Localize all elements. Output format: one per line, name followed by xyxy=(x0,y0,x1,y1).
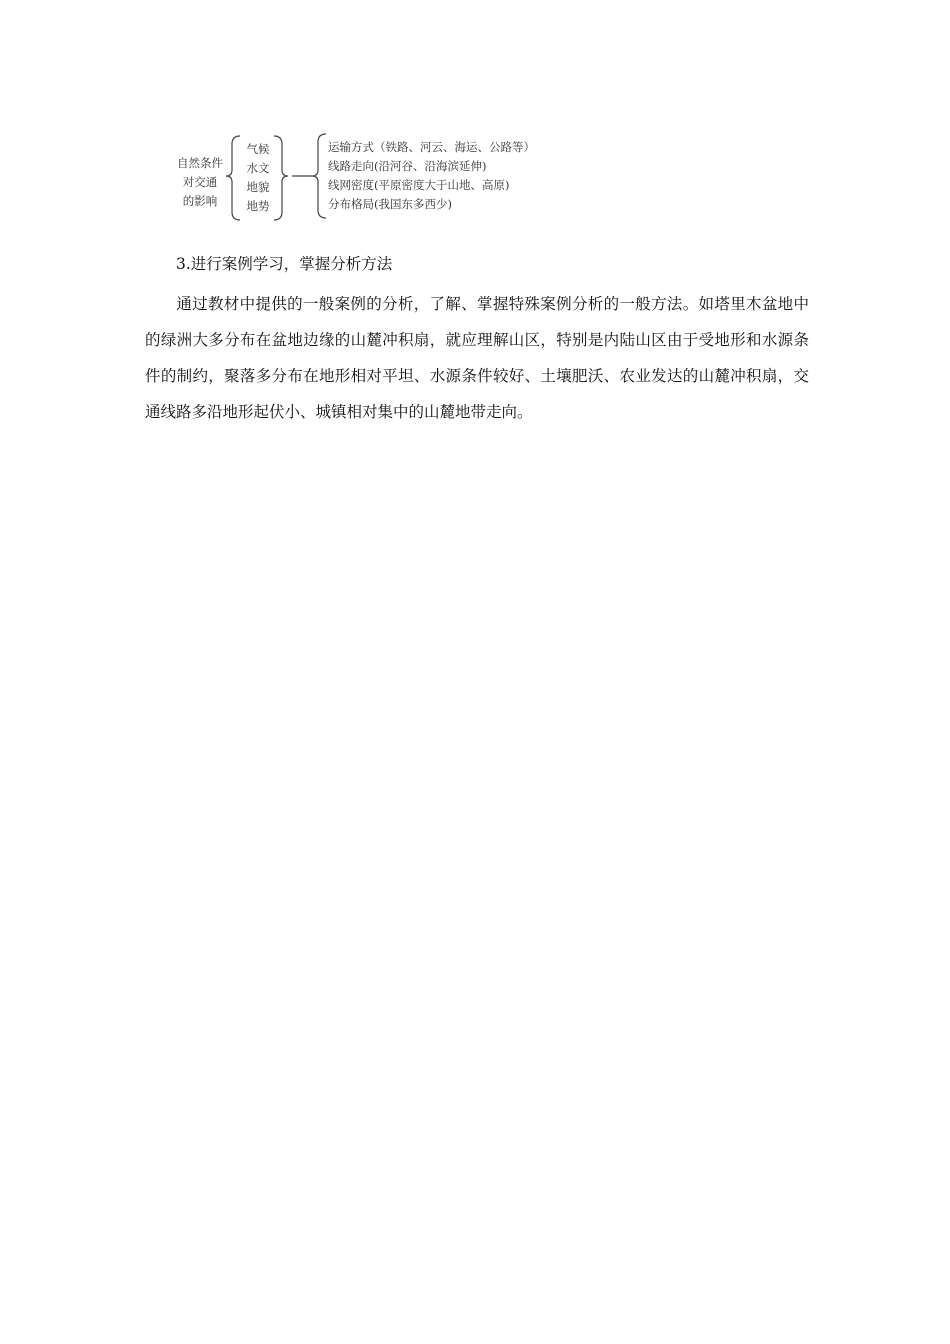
effect-item: 运输方式（铁路、河云、海运、公路等） xyxy=(328,140,535,154)
effect-item: 线路走向(沿河谷、沿海滨延伸) xyxy=(328,159,487,173)
effects-brace xyxy=(312,134,326,218)
factor-item: 地貌 xyxy=(246,180,270,194)
factor-item: 气候 xyxy=(246,142,270,156)
body-paragraph xyxy=(145,286,809,430)
factor-item: 地势 xyxy=(246,199,270,213)
left-label-line: 的影响 xyxy=(182,194,218,208)
left-label-line: 自然条件 xyxy=(177,156,223,170)
effect-item: 分布格局(我国东多西少) xyxy=(328,197,452,211)
effect-item: 线网密度(平原密度大于山地、高原) xyxy=(328,178,510,192)
left-label-line: 对交通 xyxy=(182,175,218,189)
diagram-factors xyxy=(238,140,278,216)
diagram-effects xyxy=(328,138,535,214)
paragraph-text: 通过教材中提供的一般案例的分析，了解、掌握特殊案例分析的一般方法。如塔里木盆地中的绿洲大多分布在盆地边缘的山麓冲积扇，就应理解山区，特别是内陆山区由于受地形和水源条件的制约，聚落多分布在地形相对平坦、水源条件较好、土壤肥沃、农业发达的山麓冲积扇，交通线路多沿地形起伏小、城镇相对集中的山麓地带走向。 xyxy=(145,295,809,421)
factor-item: 水文 xyxy=(246,161,270,175)
section-heading: 3.进行案例学习，掌握分析方法 xyxy=(176,255,393,273)
transport-influence-diagram xyxy=(160,128,570,228)
diagram-left-label xyxy=(168,154,232,211)
